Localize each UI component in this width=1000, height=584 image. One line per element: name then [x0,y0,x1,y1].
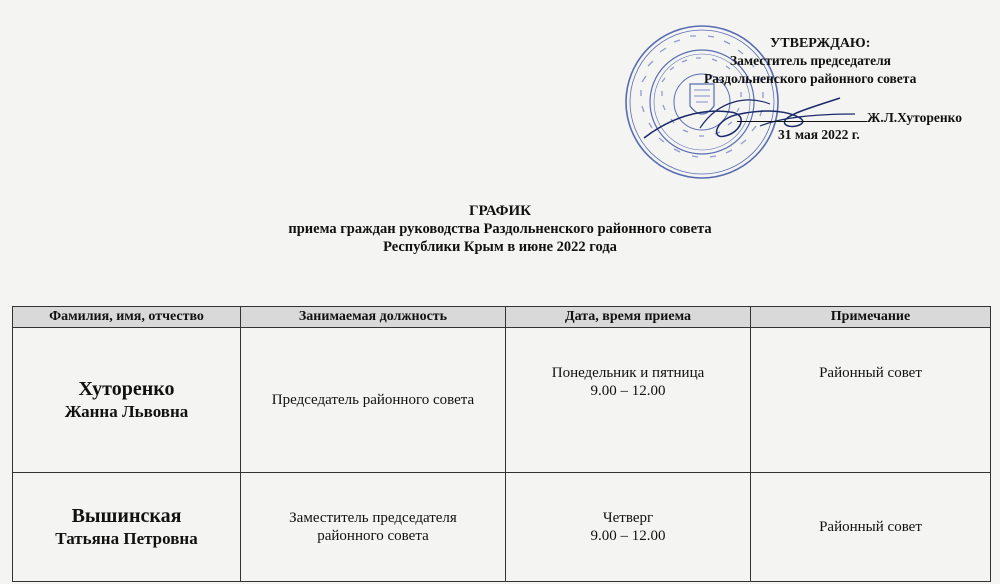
position-line-1: Заместитель председателя [289,510,457,526]
cell-note: Районный совет [751,328,991,473]
title-line-1: ГРАФИК [468,203,532,219]
surname: Хуторенко [78,378,175,400]
reception-time: 9.00 – 12.00 [590,383,666,399]
cell-name [13,328,241,473]
position-line-2: районного совета [317,528,429,544]
column-header-name: Фамилия, имя, отчество [13,307,241,328]
cell-datetime [506,473,751,582]
cell-datetime [506,328,751,473]
table-row [13,328,991,473]
approval-position-line2: Раздольненского районного совета [704,71,917,86]
reception-days: Понедельник и пятница [551,365,705,381]
surname: Вышинская [71,505,182,527]
cell-name [13,473,241,582]
approval-date: 31 мая 2022 г. [778,127,860,142]
title-line-3: Республики Крым в июне 2022 года [383,239,617,255]
approval-position-line1: Заместитель председателя [730,53,891,68]
approval-signer: Ж.Л.Хуторенко [867,110,962,125]
column-header-position: Занимаемая должность [241,307,506,328]
column-header-note: Примечание [751,307,991,328]
title-line-2: приема граждан руководства Раздольненского районного совета [288,221,712,237]
signature-underline [737,109,867,122]
schedule-table [12,306,991,582]
reception-days: Четверг [602,510,654,526]
reception-time: 9.00 – 12.00 [590,528,666,544]
approval-signature-line [690,109,962,126]
column-header-datetime: Дата, время приема [506,307,751,328]
approval-title: УТВЕРЖДАЮ: [770,36,871,51]
document-title [0,202,1000,256]
given-names: Татьяна Петровна [55,529,198,548]
cell-position: Председатель районного совета [241,328,506,473]
cell-position [241,473,506,582]
cell-note: Районный совет [751,473,991,582]
table-header-row [13,307,991,328]
given-names: Жанна Львовна [64,402,189,421]
table-row [13,473,991,582]
